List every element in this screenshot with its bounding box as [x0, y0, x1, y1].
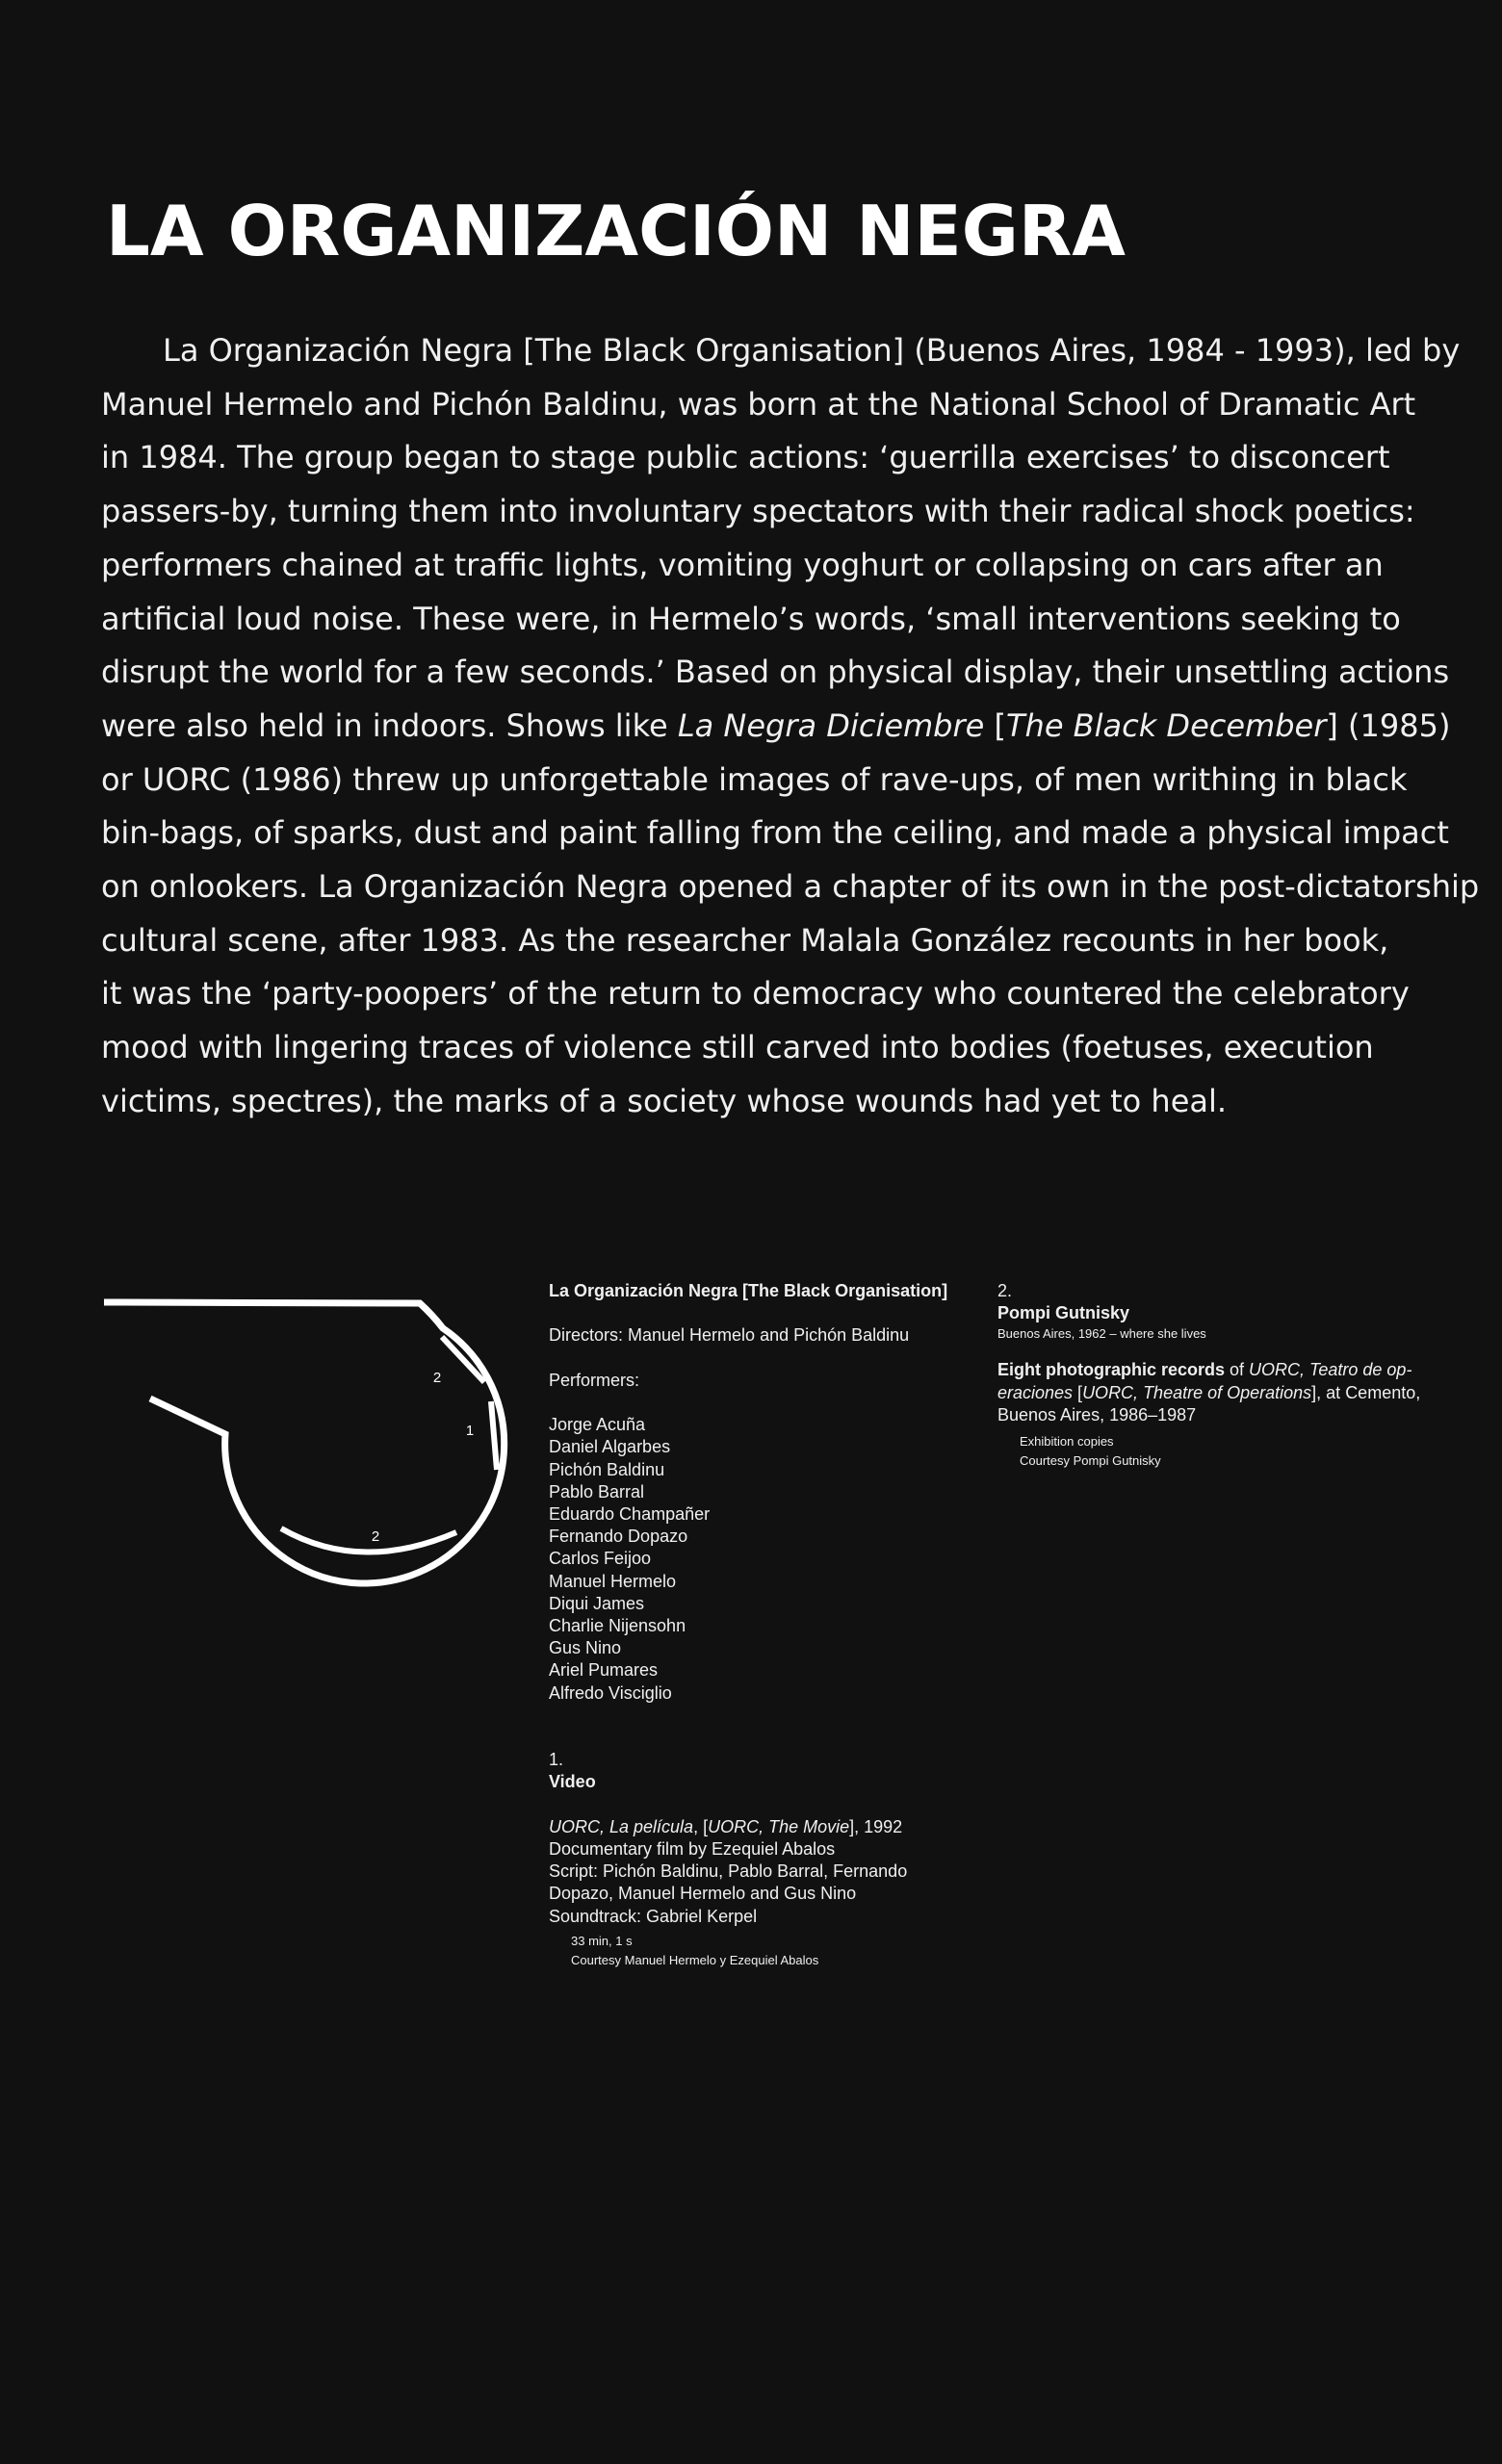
work-1-line: Documentary film by Ezequiel Abalos — [549, 1838, 836, 1859]
group-name: La Organización Negra [The Black Organisation] — [549, 1281, 948, 1300]
intro-italic-title: The Black December — [1005, 706, 1327, 744]
work-1-duration: 33 min, 1 s — [571, 1933, 633, 1948]
performer-name: Diqui James — [549, 1593, 645, 1613]
credits-column — [549, 1280, 947, 1970]
work-2-copies: Exhibition copies — [1020, 1434, 1114, 1450]
plan-label-2-top: 2 — [432, 1370, 442, 1386]
exhibition-floor-plan — [92, 1270, 535, 1617]
intro-italic-title: La Negra Diciembre — [677, 706, 985, 744]
performer-name: Charlie Nijensohn — [549, 1616, 686, 1635]
work-1-title-run: , [ — [693, 1816, 709, 1836]
performer-name: Pablo Barral — [549, 1481, 645, 1502]
work-2-column — [997, 1280, 1420, 1471]
work-1-line: Script: Pichón Baldinu, Pablo Barral, Fernando — [549, 1861, 908, 1882]
intro-line: cultural scene, after 1983. As the researcher Malala González recounts in her book, — [101, 921, 1389, 959]
intro-line: victims, spectres), the marks of a society whose wounds had yet to heal. — [101, 1082, 1228, 1119]
intro-line: bin-bags, of sparks, dust and paint falling from the ceiling, and made a physical impact — [101, 814, 1449, 852]
work-1-heading: Video — [549, 1772, 596, 1792]
work-1-title — [549, 1816, 947, 1838]
intro-line: it was the ‘party-poopers’ of the return to democracy who countered the celebratory — [101, 975, 1410, 1013]
performer-name: Daniel Algarbes — [549, 1437, 671, 1457]
work-1-line: Soundtrack: Gabriel Kerpel — [549, 1906, 758, 1926]
work-2-description: Buenos Aires, 1986–1987 — [997, 1404, 1197, 1424]
work-2-description — [997, 1382, 1420, 1404]
intro-text — [101, 324, 1480, 1129]
work-1-title-run: ], 1992 — [849, 1816, 903, 1836]
intro-text-run: [ — [984, 706, 1006, 744]
performer-name: Eduardo Champañer — [549, 1503, 711, 1524]
plan-label-2-bottom: 2 — [371, 1528, 380, 1545]
work-1-line: Dopazo, Manuel Hermelo and Gus Nino — [549, 1884, 857, 1904]
page-title: LA ORGANIZACIÓN NEGRA — [106, 191, 1126, 271]
performer-name: Ariel Pumares — [549, 1660, 659, 1681]
intro-line: performers chained at traffic lights, vomiting yoghurt or collapsing on cars after an — [101, 546, 1384, 583]
intro-line: on onlookers. La Organización Negra opened a chapter of its own in the post-dictatorship — [101, 868, 1480, 906]
performer-name: Manuel Hermelo — [549, 1571, 677, 1591]
work-1-title-italic: UORC, The Movie — [708, 1816, 850, 1836]
work-2-artist-info: Buenos Aires, 1962 – where she lives — [997, 1326, 1206, 1342]
work-2-artist: Pompi Gutnisky — [997, 1303, 1130, 1323]
intro-text-run: were also held in indoors. Shows like — [101, 706, 678, 744]
work-1-courtesy: Courtesy Manuel Hermelo y Ezequiel Abalos — [571, 1952, 819, 1967]
intro-line: or UORC (1986) threw up unforgettable images of rave-ups, of men writhing in black — [101, 760, 1408, 798]
wall-screen-1 — [491, 1401, 497, 1470]
intro-line: disrupt the world for a few seconds.’ Based on physical display, their unsettling actions — [101, 654, 1450, 691]
work-2-desc-italic: UORC, Teatro de op- — [1249, 1360, 1412, 1380]
work-2-desc-italic: UORC, Theatre of Operations — [1082, 1382, 1312, 1402]
work-2-desc-bold: Eight photographic records — [997, 1360, 1226, 1380]
intro-line: Manuel Hermelo and Pichón Baldinu, was born at the National School of Dramatic Art — [101, 385, 1416, 423]
work-2-desc-run: [ — [1073, 1382, 1083, 1402]
work-1-number: 1. — [549, 1750, 564, 1770]
wall-screen-2-bottom — [281, 1528, 456, 1553]
work-2-courtesy: Courtesy Pompi Gutnisky — [1020, 1453, 1161, 1469]
work-2-desc-run: ], at Cemento, — [1311, 1382, 1421, 1402]
work-2-number: 2. — [997, 1281, 1013, 1300]
performer-name: Alfredo Visciglio — [549, 1682, 672, 1703]
performer-name: Pichón Baldinu — [549, 1459, 665, 1479]
work-2-description — [997, 1359, 1420, 1381]
intro-line — [101, 700, 1449, 754]
directors: Directors: Manuel Hermelo and Pichón Baldinu — [549, 1325, 910, 1346]
performer-name: Jorge Acuña — [549, 1415, 646, 1435]
intro-line: in 1984. The group began to stage public actions: ‘guerrilla exercises’ to disconcert — [101, 439, 1390, 476]
intro-text-run: ] (1985) — [1326, 706, 1451, 744]
intro-line: La Organización Negra [The Black Organisation] (Buenos Aires, 1984 - 1993), led by — [163, 332, 1461, 369]
performer-name: Carlos Feijoo — [549, 1549, 652, 1569]
work-2-desc-italic: eraciones — [997, 1382, 1074, 1402]
work-1-title-italic: UORC, La película — [549, 1816, 694, 1836]
intro-line: artificial loud noise. These were, in Hermelo’s words, ‘small interventions seeking to — [101, 600, 1401, 637]
intro-line: mood with lingering traces of violence still carved into bodies (foetuses, execution — [101, 1029, 1374, 1066]
plan-label-1: 1 — [465, 1423, 475, 1439]
performers-label: Performers: — [549, 1370, 640, 1390]
work-2-desc-run: of — [1225, 1360, 1250, 1380]
performer-name: Gus Nino — [549, 1638, 622, 1658]
performer-name: Fernando Dopazo — [549, 1527, 688, 1547]
intro-line: passers-by, turning them into involuntary spectators with their radical shock poetics: — [101, 493, 1415, 530]
